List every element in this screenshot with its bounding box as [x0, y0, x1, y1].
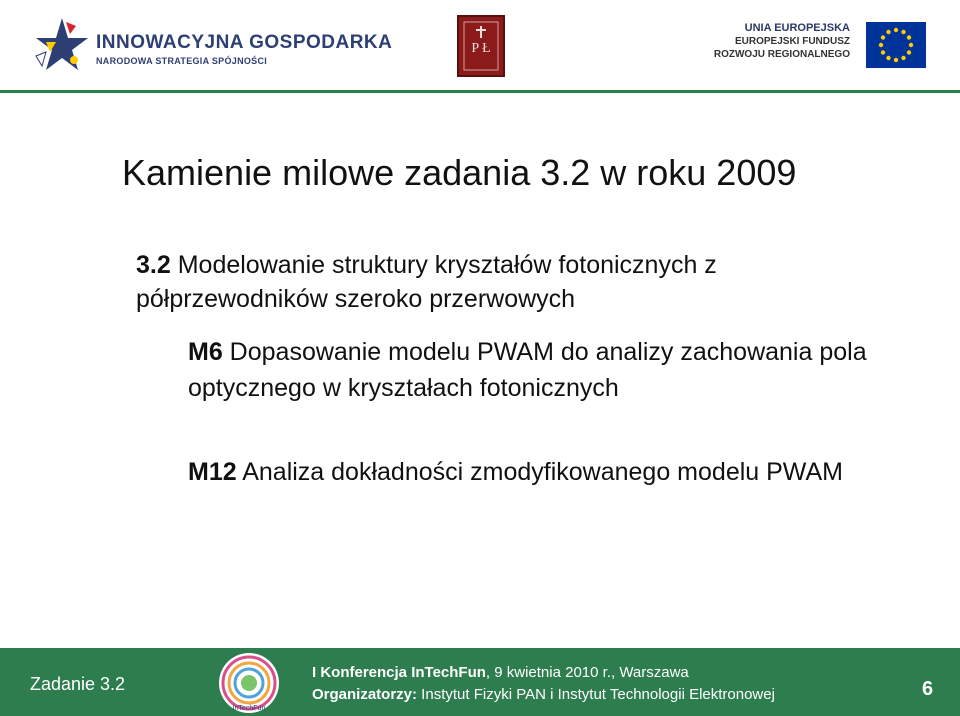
eu-line2: EUROPEJSKI FUNDUSZ	[734, 36, 850, 47]
milestone-text: Dopasowanie modelu PWAM do analizy zachowania pola optycznego w kryształach fotonicznych	[188, 338, 867, 402]
eu-flag-icon	[866, 22, 926, 68]
milestone-item	[188, 454, 888, 490]
task-text: Modelowanie struktury kryształów fotonicznych z półprzewodników szeroko przerwowych	[136, 251, 717, 313]
intechfun-logo-icon	[218, 652, 280, 714]
header-band	[0, 0, 960, 93]
page-number: 6	[922, 678, 934, 700]
innowacyjna-gospodarka-logo	[28, 12, 393, 82]
slide-title: Kamienie milowe zadania 3.2 w roku 2009	[122, 152, 797, 193]
eu-logo	[700, 22, 930, 74]
footer-organizers-label: Organizatorzy:	[312, 686, 418, 703]
pwl-logo-text: P Ł	[471, 41, 491, 56]
eu-line3: ROZWOJU REGIONALNEGO	[713, 49, 850, 60]
footer-conference-name: I Konferencja InTechFun	[312, 664, 486, 681]
footer-conference-date: , 9 kwietnia 2010 r., Warszawa	[485, 664, 689, 681]
footer-organizers-line	[312, 686, 775, 703]
milestone-code: M12	[188, 458, 237, 486]
footer-band	[0, 648, 960, 716]
ig-logo-title: INNOWACYJNA GOSPODARKA	[96, 32, 393, 53]
ig-logo-subtitle: NARODOWA STRATEGIA SPÓJNOŚCI	[96, 56, 268, 66]
task-number: 3.2	[136, 251, 171, 279]
intechfun-logo-text: InTechFun	[232, 705, 266, 712]
pwl-logo	[456, 14, 506, 78]
footer-task-label: Zadanie 3.2	[30, 674, 126, 694]
footer-conference-line	[312, 664, 689, 681]
eu-line1: UNIA EUROPEJSKA	[744, 22, 850, 34]
milestone-text: Analiza dokładności zmodyfikowanego modelu PWAM	[236, 458, 843, 486]
milestone-code: M6	[188, 338, 223, 366]
eu-logo-text	[700, 22, 850, 61]
task-heading	[136, 248, 896, 316]
footer-organizers-text: Instytut Fizyki PAN i Instytut Technologii Elektronowej	[417, 686, 775, 703]
pwl-seal-icon	[456, 14, 506, 78]
innovation-star-icon	[28, 12, 96, 80]
milestone-item	[188, 334, 888, 406]
